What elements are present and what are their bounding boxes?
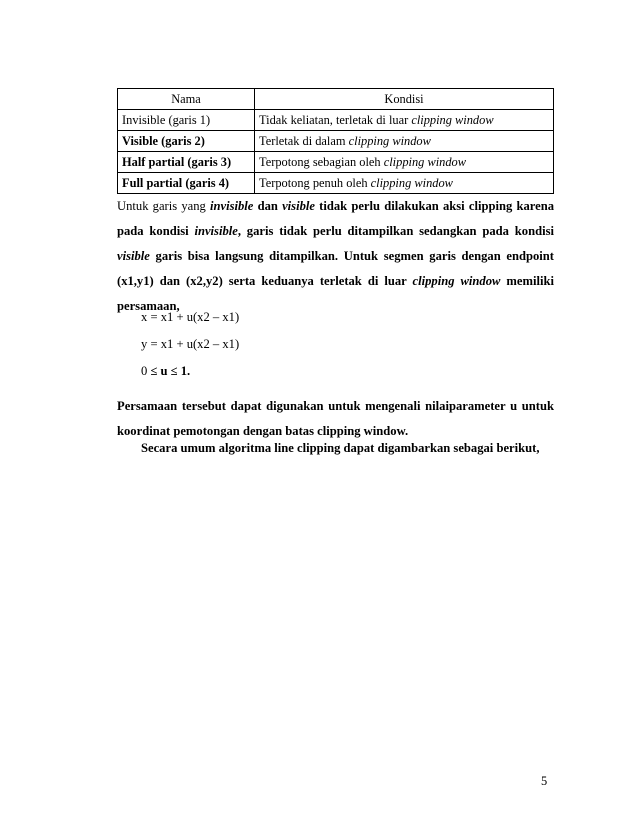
cell-nama: Visible (garis 2): [118, 131, 255, 152]
table-row: [118, 110, 554, 131]
cell-kondisi: [255, 131, 554, 152]
equation-u-range: [141, 364, 190, 379]
text-run: (x1,y1) dan (x2,y2) serta keduanya terletak di luar: [117, 274, 413, 288]
paragraph-clipping-intro: [117, 194, 554, 319]
kondisi-text: Terpotong penuh oleh: [259, 175, 371, 190]
paragraph-algoritma: Secara umum algoritma line clipping dapat digambarkan sebagai berikut,: [141, 441, 540, 455]
table-row: [118, 152, 554, 173]
kondisi-italic: clipping window: [383, 154, 466, 169]
page-number: 5: [541, 774, 548, 788]
paragraph-line: [117, 194, 554, 219]
table-header-row: [118, 89, 554, 110]
text-run: garis bisa langsung ditampilkan. Untuk segmen garis dengan endpoint: [149, 249, 554, 263]
cell-nama: Half partial (garis 3): [118, 152, 255, 173]
text-run: ≤ u ≤ 1.: [150, 364, 191, 378]
paragraph-line: Persamaan tersebut dapat digunakan untuk mengenali nilaiparameter u untuk: [117, 399, 554, 413]
kondisi-text: Terpotong sebagian oleh: [259, 154, 384, 169]
paragraph-line: [117, 269, 554, 294]
cell-nama: Full partial (garis 4): [118, 173, 255, 194]
text-run: visible: [282, 199, 315, 213]
text-run: pada kondisi: [117, 224, 195, 238]
text-run: memiliki: [500, 274, 554, 288]
kondisi-italic: clipping window: [348, 133, 431, 148]
paragraph-persamaan: [117, 394, 554, 444]
text-run: invisible: [194, 224, 238, 238]
text-run: dan: [253, 199, 283, 213]
text-run: invisible: [210, 199, 254, 213]
kondisi-italic: clipping window: [411, 112, 494, 127]
conditions-table: [117, 88, 554, 194]
equation-y: y = x1 + u(x2 – x1): [141, 337, 240, 351]
table-row: [118, 131, 554, 152]
text-run: , garis tidak perlu ditampilkan sedangkan pada kondisi: [237, 224, 554, 238]
header-kondisi: Kondisi: [255, 89, 554, 110]
table-row: [118, 173, 554, 194]
cell-kondisi: [255, 152, 554, 173]
text-run: Untuk garis yang: [117, 199, 210, 213]
paragraph-line: [117, 219, 554, 244]
text-run: clipping window: [412, 274, 501, 288]
paragraph-line: [117, 244, 554, 269]
cell-nama: Invisible (garis 1): [118, 110, 255, 131]
cell-kondisi: [255, 173, 554, 194]
kondisi-text: Terletak di dalam: [259, 133, 349, 148]
header-nama: Nama: [118, 89, 255, 110]
text-run: visible: [117, 249, 150, 263]
cell-kondisi: [255, 110, 554, 131]
equation-x: x = x1 + u(x2 – x1): [141, 310, 240, 324]
kondisi-text: Tidak keliatan, terletak di luar: [259, 112, 412, 127]
text-run: 0: [141, 364, 151, 378]
paragraph-line: koordinat pemotongan dengan batas clipping window.: [117, 424, 409, 438]
text-run: tidak perlu dilakukan aksi clipping karena: [314, 199, 555, 213]
paragraph-line: persamaan,: [117, 299, 180, 313]
kondisi-italic: clipping window: [370, 175, 453, 190]
